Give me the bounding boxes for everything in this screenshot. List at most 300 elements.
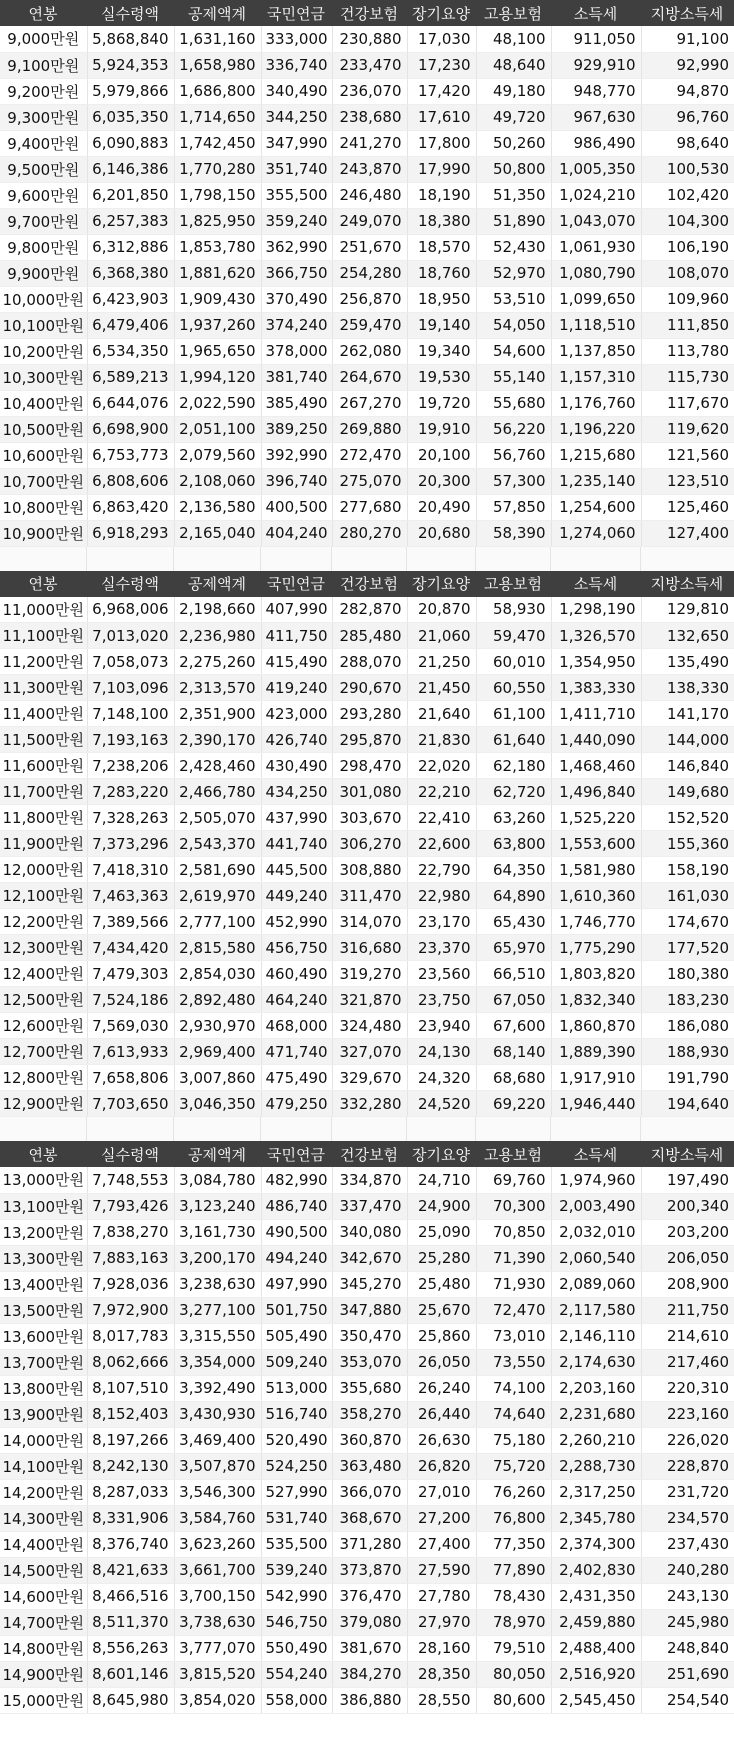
value-cell: 967,630 [551, 104, 641, 130]
value-cell: 233,470 [332, 52, 407, 78]
value-cell: 345,270 [332, 1271, 407, 1297]
salary-cell: 11,400만원 [0, 701, 87, 727]
value-cell: 434,250 [261, 779, 332, 805]
value-cell: 479,250 [261, 1091, 332, 1117]
value-cell: 368,670 [332, 1505, 407, 1531]
salary-cell: 9,600만원 [0, 182, 87, 208]
value-cell: 340,080 [332, 1219, 407, 1245]
value-cell: 8,017,783 [87, 1323, 174, 1349]
column-header: 고용보험 [476, 0, 551, 26]
value-cell: 19,720 [407, 390, 476, 416]
value-cell: 1,525,220 [551, 805, 641, 831]
value-cell: 2,431,350 [551, 1583, 641, 1609]
value-cell: 246,480 [332, 182, 407, 208]
table-row [0, 1349, 734, 1375]
value-cell: 7,103,096 [87, 675, 174, 701]
value-cell: 21,830 [407, 727, 476, 753]
value-cell: 366,750 [261, 260, 332, 286]
value-cell: 441,740 [261, 831, 332, 857]
gap-cell [174, 547, 261, 571]
table-row [0, 1375, 734, 1401]
value-cell: 2,003,490 [551, 1193, 641, 1219]
salary-cell: 12,000만원 [0, 857, 87, 883]
value-cell: 8,601,146 [87, 1661, 174, 1687]
gap-cell [407, 1117, 476, 1141]
table-row [0, 1687, 734, 1713]
value-cell: 113,780 [641, 338, 734, 364]
value-cell: 25,860 [407, 1323, 476, 1349]
value-cell: 8,556,263 [87, 1635, 174, 1661]
value-cell: 437,990 [261, 805, 332, 831]
value-cell: 127,400 [641, 520, 734, 546]
value-cell: 337,470 [332, 1193, 407, 1219]
value-cell: 26,050 [407, 1349, 476, 1375]
value-cell: 77,350 [476, 1531, 551, 1557]
value-cell: 62,180 [476, 753, 551, 779]
value-cell: 102,420 [641, 182, 734, 208]
value-cell: 21,060 [407, 623, 476, 649]
table-row [0, 520, 734, 546]
salary-cell: 15,000만원 [0, 1687, 87, 1713]
table-row [0, 494, 734, 520]
value-cell: 22,790 [407, 857, 476, 883]
value-cell: 22,600 [407, 831, 476, 857]
table-row [0, 1505, 734, 1531]
salary-cell: 13,100만원 [0, 1193, 87, 1219]
value-cell: 314,070 [332, 909, 407, 935]
value-cell: 6,863,420 [87, 494, 174, 520]
value-cell: 248,840 [641, 1635, 734, 1661]
value-cell: 20,100 [407, 442, 476, 468]
value-cell: 138,330 [641, 675, 734, 701]
value-cell: 52,430 [476, 234, 551, 260]
value-cell: 6,035,350 [87, 104, 174, 130]
value-cell: 3,007,860 [174, 1065, 261, 1091]
column-header: 지방소득세 [641, 1141, 734, 1167]
salary-cell: 9,200만원 [0, 78, 87, 104]
value-cell: 20,680 [407, 520, 476, 546]
value-cell: 174,670 [641, 909, 734, 935]
value-cell: 67,600 [476, 1013, 551, 1039]
value-cell: 21,640 [407, 701, 476, 727]
value-cell: 94,870 [641, 78, 734, 104]
value-cell: 986,490 [551, 130, 641, 156]
value-cell: 1,974,960 [551, 1167, 641, 1193]
value-cell: 381,740 [261, 364, 332, 390]
table-row [0, 1479, 734, 1505]
section-gap [0, 1117, 734, 1141]
table-row [0, 234, 734, 260]
value-cell: 56,760 [476, 442, 551, 468]
gap-cell [174, 1117, 261, 1141]
value-cell: 7,463,363 [87, 883, 174, 909]
value-cell: 183,230 [641, 987, 734, 1013]
value-cell: 19,340 [407, 338, 476, 364]
value-cell: 27,200 [407, 1505, 476, 1531]
value-cell: 78,970 [476, 1609, 551, 1635]
value-cell: 214,610 [641, 1323, 734, 1349]
table-row [0, 623, 734, 649]
value-cell: 25,090 [407, 1219, 476, 1245]
value-cell: 334,870 [332, 1167, 407, 1193]
value-cell: 3,161,730 [174, 1219, 261, 1245]
table-row [0, 1245, 734, 1271]
value-cell: 72,470 [476, 1297, 551, 1323]
value-cell: 55,140 [476, 364, 551, 390]
value-cell: 275,070 [332, 468, 407, 494]
value-cell: 272,470 [332, 442, 407, 468]
value-cell: 311,470 [332, 883, 407, 909]
value-cell: 125,460 [641, 494, 734, 520]
gap-cell [261, 1117, 332, 1141]
value-cell: 17,610 [407, 104, 476, 130]
value-cell: 471,740 [261, 1039, 332, 1065]
value-cell: 49,720 [476, 104, 551, 130]
value-cell: 344,250 [261, 104, 332, 130]
value-cell: 316,680 [332, 935, 407, 961]
value-cell: 25,280 [407, 1245, 476, 1271]
value-cell: 19,910 [407, 416, 476, 442]
gap-cell [641, 1117, 734, 1141]
value-cell: 2,543,370 [174, 831, 261, 857]
value-cell: 6,589,213 [87, 364, 174, 390]
value-cell: 288,070 [332, 649, 407, 675]
salary-cell: 10,400만원 [0, 390, 87, 416]
value-cell: 2,231,680 [551, 1401, 641, 1427]
value-cell: 2,930,970 [174, 1013, 261, 1039]
value-cell: 1,742,450 [174, 130, 261, 156]
value-cell: 161,030 [641, 883, 734, 909]
salary-cell: 14,700만원 [0, 1609, 87, 1635]
value-cell: 374,240 [261, 312, 332, 338]
value-cell: 75,720 [476, 1453, 551, 1479]
value-cell: 929,910 [551, 52, 641, 78]
value-cell: 228,870 [641, 1453, 734, 1479]
table-row [0, 1193, 734, 1219]
value-cell: 254,280 [332, 260, 407, 286]
salary-cell: 13,300만원 [0, 1245, 87, 1271]
value-cell: 7,389,566 [87, 909, 174, 935]
salary-cell: 11,200만원 [0, 649, 87, 675]
table-row [0, 883, 734, 909]
value-cell: 1,137,850 [551, 338, 641, 364]
table-header-row [0, 1141, 734, 1167]
salary-cell: 10,500만원 [0, 416, 87, 442]
value-cell: 550,490 [261, 1635, 332, 1661]
value-cell: 3,815,520 [174, 1661, 261, 1687]
value-cell: 353,070 [332, 1349, 407, 1375]
value-cell: 7,658,806 [87, 1065, 174, 1091]
value-cell: 1,176,760 [551, 390, 641, 416]
value-cell: 54,600 [476, 338, 551, 364]
value-cell: 60,010 [476, 649, 551, 675]
value-cell: 415,490 [261, 649, 332, 675]
gap-cell [0, 1117, 87, 1141]
value-cell: 385,490 [261, 390, 332, 416]
value-cell: 1,496,840 [551, 779, 641, 805]
value-cell: 7,013,020 [87, 623, 174, 649]
value-cell: 3,430,930 [174, 1401, 261, 1427]
value-cell: 1,254,600 [551, 494, 641, 520]
value-cell: 74,100 [476, 1375, 551, 1401]
table-row [0, 442, 734, 468]
value-cell: 1,354,950 [551, 649, 641, 675]
table-row [0, 390, 734, 416]
value-cell: 350,470 [332, 1323, 407, 1349]
value-cell: 1,326,570 [551, 623, 641, 649]
value-cell: 2,060,540 [551, 1245, 641, 1271]
value-cell: 2,466,780 [174, 779, 261, 805]
value-cell: 359,240 [261, 208, 332, 234]
value-cell: 27,590 [407, 1557, 476, 1583]
column-header: 소득세 [551, 571, 641, 597]
table-row [0, 1039, 734, 1065]
value-cell: 1,235,140 [551, 468, 641, 494]
salary-cell: 13,700만원 [0, 1349, 87, 1375]
table-row [0, 1401, 734, 1427]
value-cell: 384,270 [332, 1661, 407, 1687]
value-cell: 76,260 [476, 1479, 551, 1505]
value-cell: 468,000 [261, 1013, 332, 1039]
value-cell: 2,581,690 [174, 857, 261, 883]
value-cell: 1,994,120 [174, 364, 261, 390]
value-cell: 7,479,303 [87, 961, 174, 987]
value-cell: 48,100 [476, 26, 551, 52]
value-cell: 96,760 [641, 104, 734, 130]
table-row [0, 260, 734, 286]
value-cell: 230,880 [332, 26, 407, 52]
value-cell: 303,670 [332, 805, 407, 831]
value-cell: 5,924,353 [87, 52, 174, 78]
value-cell: 3,738,630 [174, 1609, 261, 1635]
salary-cell: 9,000만원 [0, 26, 87, 52]
salary-cell: 10,000만원 [0, 286, 87, 312]
value-cell: 301,080 [332, 779, 407, 805]
salary-cell: 11,600만원 [0, 753, 87, 779]
value-cell: 407,990 [261, 597, 332, 623]
value-cell: 6,698,900 [87, 416, 174, 442]
value-cell: 254,540 [641, 1687, 734, 1713]
value-cell: 3,238,630 [174, 1271, 261, 1297]
table-row [0, 727, 734, 753]
value-cell: 62,720 [476, 779, 551, 805]
value-cell: 3,546,300 [174, 1479, 261, 1505]
value-cell: 80,600 [476, 1687, 551, 1713]
value-cell: 1,118,510 [551, 312, 641, 338]
value-cell: 400,500 [261, 494, 332, 520]
value-cell: 319,270 [332, 961, 407, 987]
value-cell: 80,050 [476, 1661, 551, 1687]
table-row [0, 364, 734, 390]
column-header: 실수령액 [87, 571, 174, 597]
salary-cell: 14,100만원 [0, 1453, 87, 1479]
value-cell: 1,005,350 [551, 156, 641, 182]
table-row [0, 52, 734, 78]
value-cell: 121,560 [641, 442, 734, 468]
value-cell: 55,680 [476, 390, 551, 416]
value-cell: 6,808,606 [87, 468, 174, 494]
value-cell: 2,969,400 [174, 1039, 261, 1065]
value-cell: 392,990 [261, 442, 332, 468]
value-cell: 6,312,886 [87, 234, 174, 260]
value-cell: 5,979,866 [87, 78, 174, 104]
salary-cell: 14,500만원 [0, 1557, 87, 1583]
salary-cell: 13,800만원 [0, 1375, 87, 1401]
table-row [0, 701, 734, 727]
salary-cell: 11,900만원 [0, 831, 87, 857]
salary-cell: 13,900만원 [0, 1401, 87, 1427]
value-cell: 505,490 [261, 1323, 332, 1349]
value-cell: 28,550 [407, 1687, 476, 1713]
value-cell: 1,775,290 [551, 935, 641, 961]
value-cell: 7,569,030 [87, 1013, 174, 1039]
value-cell: 63,260 [476, 805, 551, 831]
value-cell: 306,270 [332, 831, 407, 857]
value-cell: 404,240 [261, 520, 332, 546]
value-cell: 245,980 [641, 1609, 734, 1635]
value-cell: 106,190 [641, 234, 734, 260]
column-header: 건강보험 [332, 571, 407, 597]
value-cell: 57,850 [476, 494, 551, 520]
value-cell: 65,430 [476, 909, 551, 935]
salary-cell: 14,800만원 [0, 1635, 87, 1661]
value-cell: 211,750 [641, 1297, 734, 1323]
value-cell: 75,180 [476, 1427, 551, 1453]
value-cell: 8,511,370 [87, 1609, 174, 1635]
value-cell: 1,917,910 [551, 1065, 641, 1091]
value-cell: 69,760 [476, 1167, 551, 1193]
value-cell: 381,670 [332, 1635, 407, 1661]
value-cell: 223,160 [641, 1401, 734, 1427]
value-cell: 108,070 [641, 260, 734, 286]
value-cell: 8,466,516 [87, 1583, 174, 1609]
table-row [0, 1297, 734, 1323]
value-cell: 7,238,206 [87, 753, 174, 779]
value-cell: 57,300 [476, 468, 551, 494]
value-cell: 17,420 [407, 78, 476, 104]
value-cell: 1,746,770 [551, 909, 641, 935]
value-cell: 22,980 [407, 883, 476, 909]
value-cell: 2,505,070 [174, 805, 261, 831]
value-cell: 77,890 [476, 1557, 551, 1583]
value-cell: 1,061,930 [551, 234, 641, 260]
value-cell: 217,460 [641, 1349, 734, 1375]
value-cell: 8,421,633 [87, 1557, 174, 1583]
salary-cell: 9,400만원 [0, 130, 87, 156]
value-cell: 243,870 [332, 156, 407, 182]
value-cell: 6,368,380 [87, 260, 174, 286]
value-cell: 6,146,386 [87, 156, 174, 182]
value-cell: 21,450 [407, 675, 476, 701]
value-cell: 1,553,600 [551, 831, 641, 857]
column-header: 국민연금 [261, 1141, 332, 1167]
value-cell: 7,883,163 [87, 1245, 174, 1271]
salary-cell: 10,600만원 [0, 442, 87, 468]
table-row [0, 753, 734, 779]
value-cell: 3,200,170 [174, 1245, 261, 1271]
salary-cell: 13,400만원 [0, 1271, 87, 1297]
value-cell: 358,270 [332, 1401, 407, 1427]
salary-cell: 14,300만원 [0, 1505, 87, 1531]
table-row [0, 649, 734, 675]
value-cell: 60,550 [476, 675, 551, 701]
value-cell: 370,490 [261, 286, 332, 312]
value-cell: 27,010 [407, 1479, 476, 1505]
value-cell: 70,850 [476, 1219, 551, 1245]
value-cell: 27,780 [407, 1583, 476, 1609]
table-row [0, 1271, 734, 1297]
table-row [0, 1065, 734, 1091]
table-row [0, 1609, 734, 1635]
salary-table-3 [0, 1141, 734, 1714]
salary-cell: 13,500만원 [0, 1297, 87, 1323]
value-cell: 24,320 [407, 1065, 476, 1091]
value-cell: 321,870 [332, 987, 407, 1013]
table-row [0, 208, 734, 234]
gap-cell [332, 547, 407, 571]
value-cell: 2,203,160 [551, 1375, 641, 1401]
value-cell: 78,430 [476, 1583, 551, 1609]
column-header: 장기요양 [407, 571, 476, 597]
value-cell: 18,380 [407, 208, 476, 234]
value-cell: 149,680 [641, 779, 734, 805]
value-cell: 351,740 [261, 156, 332, 182]
value-cell: 2,488,400 [551, 1635, 641, 1661]
salary-cell: 13,200만원 [0, 1219, 87, 1245]
table-row [0, 1661, 734, 1687]
value-cell: 3,854,020 [174, 1687, 261, 1713]
table-row [0, 338, 734, 364]
value-cell: 24,900 [407, 1193, 476, 1219]
value-cell: 23,750 [407, 987, 476, 1013]
value-cell: 20,870 [407, 597, 476, 623]
value-cell: 1,099,650 [551, 286, 641, 312]
value-cell: 336,740 [261, 52, 332, 78]
value-cell: 2,089,060 [551, 1271, 641, 1297]
value-cell: 50,800 [476, 156, 551, 182]
table-header-row [0, 0, 734, 26]
value-cell: 1,631,160 [174, 26, 261, 52]
value-cell: 2,032,010 [551, 1219, 641, 1245]
value-cell: 2,854,030 [174, 961, 261, 987]
value-cell: 158,190 [641, 857, 734, 883]
value-cell: 3,046,350 [174, 1091, 261, 1117]
value-cell: 486,740 [261, 1193, 332, 1219]
value-cell: 123,510 [641, 468, 734, 494]
value-cell: 243,130 [641, 1583, 734, 1609]
value-cell: 206,050 [641, 1245, 734, 1271]
value-cell: 8,107,510 [87, 1375, 174, 1401]
gap-cell [0, 547, 87, 571]
value-cell: 48,640 [476, 52, 551, 78]
value-cell: 144,000 [641, 727, 734, 753]
value-cell: 115,730 [641, 364, 734, 390]
salary-cell: 9,500만원 [0, 156, 87, 182]
salary-cell: 11,300만원 [0, 675, 87, 701]
value-cell: 24,130 [407, 1039, 476, 1065]
value-cell: 2,236,980 [174, 623, 261, 649]
value-cell: 76,800 [476, 1505, 551, 1531]
value-cell: 7,373,296 [87, 831, 174, 857]
salary-cell: 12,400만원 [0, 961, 87, 987]
table-row [0, 831, 734, 857]
table-row [0, 675, 734, 701]
value-cell: 295,870 [332, 727, 407, 753]
value-cell: 298,470 [332, 753, 407, 779]
value-cell: 2,345,780 [551, 1505, 641, 1531]
value-cell: 6,534,350 [87, 338, 174, 364]
value-cell: 1,274,060 [551, 520, 641, 546]
